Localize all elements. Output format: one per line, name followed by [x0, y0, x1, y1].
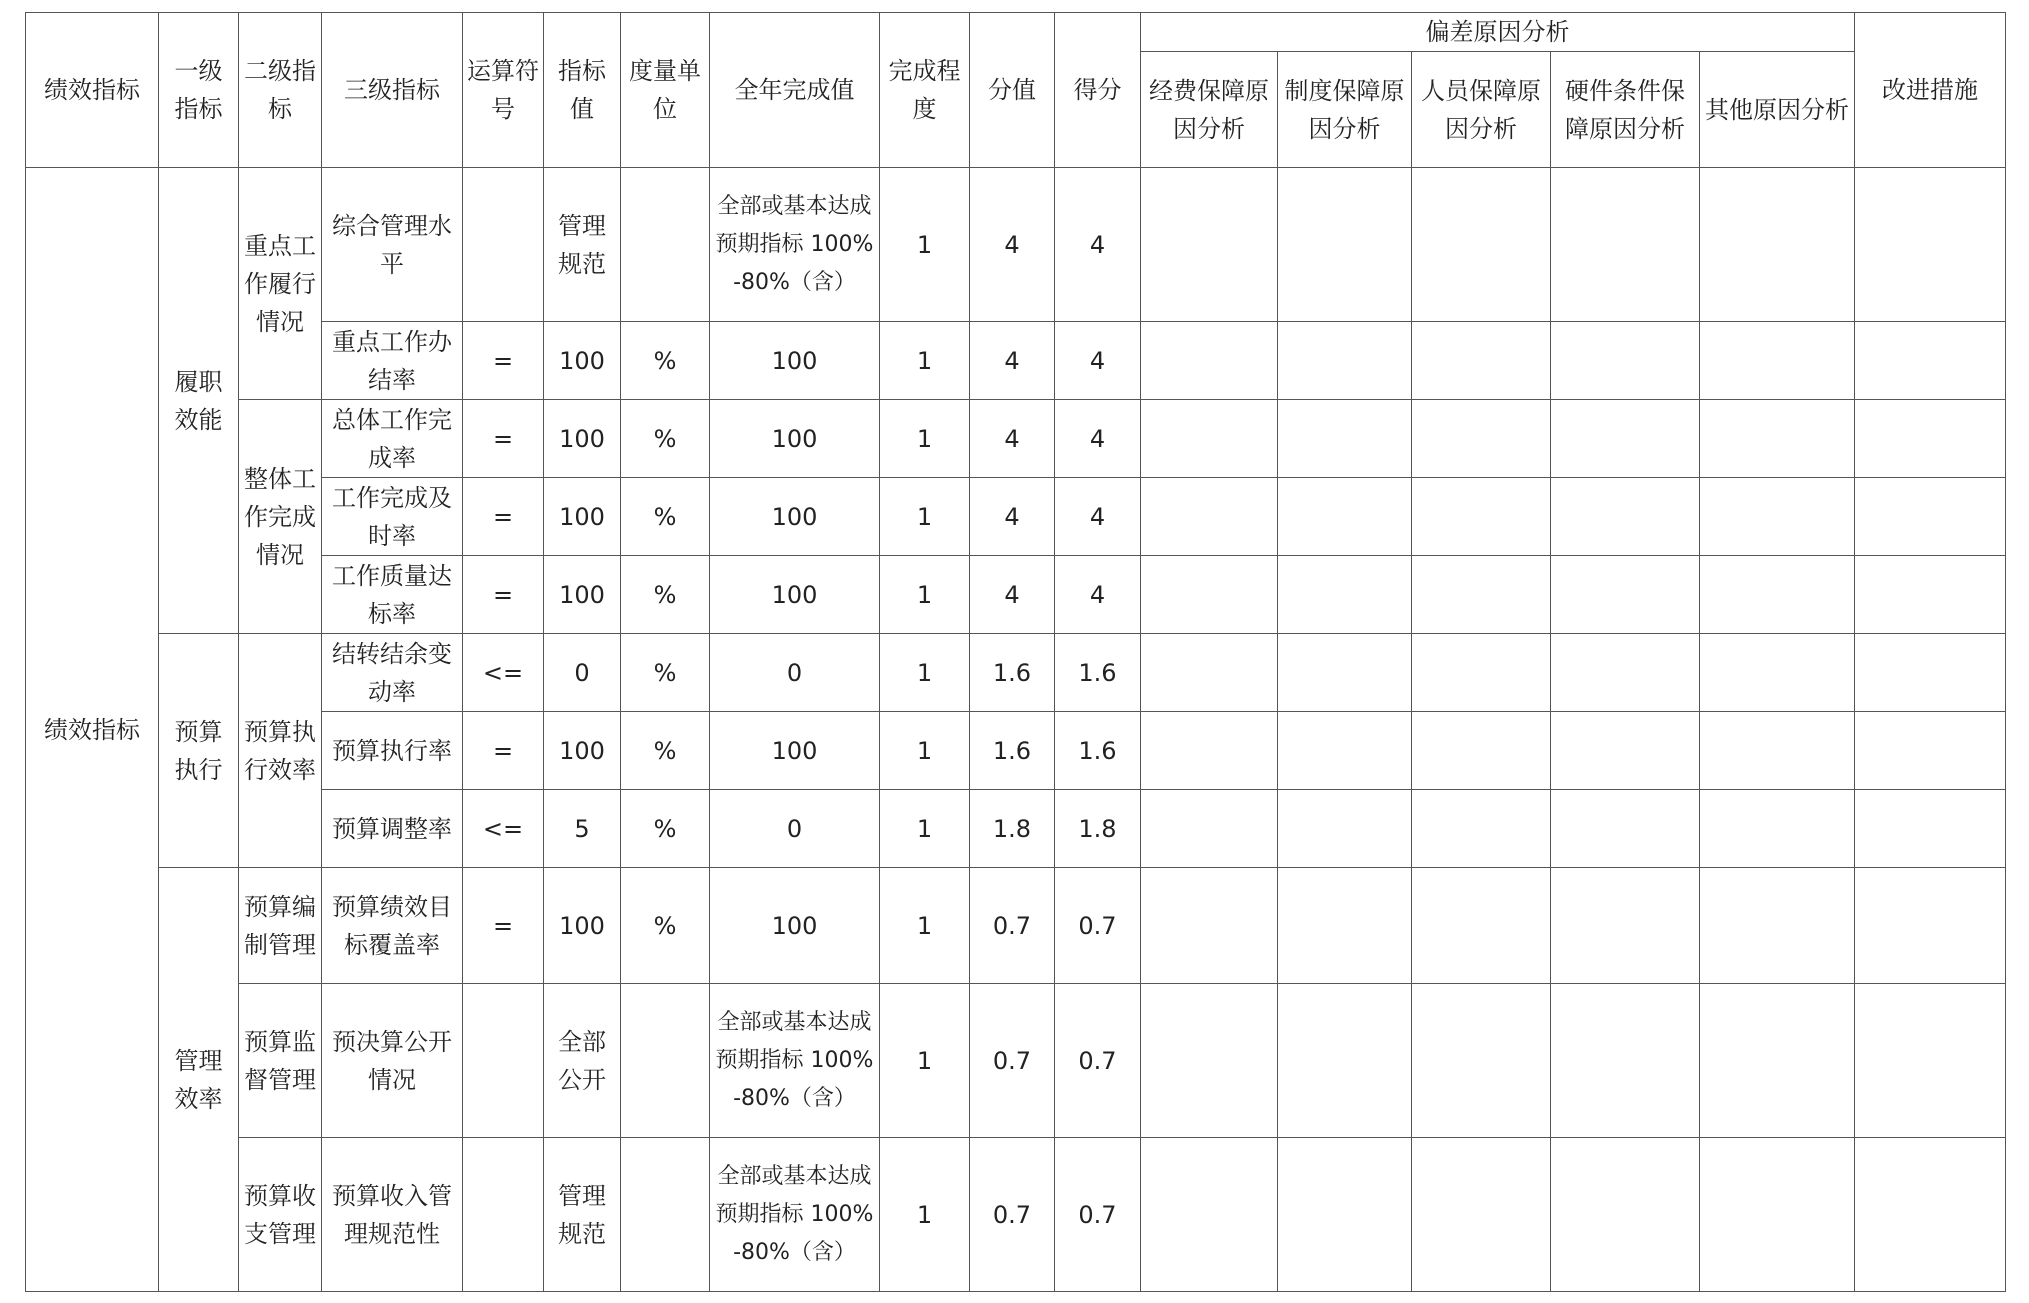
table-row — [26, 634, 2006, 712]
got-cell: 4 — [1055, 322, 1141, 400]
unit-cell: % — [621, 478, 710, 556]
score-cell: 0.7 — [970, 984, 1055, 1138]
empty-cell — [1412, 556, 1551, 634]
unit-cell: % — [621, 790, 710, 868]
table-row — [26, 556, 2006, 634]
empty-cell — [1855, 790, 2006, 868]
op-cell — [463, 984, 544, 1138]
table-row — [26, 322, 2006, 400]
empty-cell — [1412, 168, 1551, 322]
unit-cell: % — [621, 712, 710, 790]
l3-cell: 工作完成及时率 — [322, 478, 463, 556]
empty-cell — [1700, 634, 1855, 712]
empty-cell — [1141, 634, 1278, 712]
target-cell: 全部公开 — [544, 984, 621, 1138]
target-cell: 100 — [544, 400, 621, 478]
score-cell: 4 — [970, 400, 1055, 478]
table-row — [26, 168, 2006, 322]
empty-cell — [1141, 1138, 1278, 1292]
degree-cell: 1 — [880, 400, 970, 478]
l2-cell: 预算执行效率 — [239, 634, 322, 868]
table-row — [26, 400, 2006, 478]
degree-cell: 1 — [880, 556, 970, 634]
empty-cell — [1551, 478, 1700, 556]
empty-cell — [1412, 400, 1551, 478]
empty-cell — [1700, 984, 1855, 1138]
annual-cell: 0 — [710, 634, 880, 712]
header-l3: 三级指标 — [322, 13, 463, 168]
empty-cell — [1141, 400, 1278, 478]
target-cell: 5 — [544, 790, 621, 868]
empty-cell — [1551, 984, 1700, 1138]
header-dev-staff: 人员保障原因分析 — [1412, 52, 1551, 168]
op-cell — [463, 1138, 544, 1292]
empty-cell — [1700, 556, 1855, 634]
empty-cell — [1278, 712, 1412, 790]
empty-cell — [1278, 984, 1412, 1138]
header-improve: 改进措施 — [1855, 13, 2006, 168]
l3-cell: 预算收入管理规范性 — [322, 1138, 463, 1292]
got-cell: 4 — [1055, 478, 1141, 556]
degree-cell: 1 — [880, 478, 970, 556]
l1-cell: 管理效率 — [159, 868, 239, 1292]
l3-cell: 综合管理水平 — [322, 168, 463, 322]
empty-cell — [1700, 400, 1855, 478]
perf-cell: 绩效指标 — [26, 168, 159, 1292]
got-cell: 4 — [1055, 556, 1141, 634]
empty-cell — [1855, 712, 2006, 790]
degree-cell: 1 — [880, 322, 970, 400]
empty-cell — [1700, 1138, 1855, 1292]
header-deviation: 偏差原因分析 — [1141, 13, 1855, 52]
empty-cell — [1412, 984, 1551, 1138]
degree-cell: 1 — [880, 984, 970, 1138]
header-annual: 全年完成值 — [710, 13, 880, 168]
header-perf: 绩效指标 — [26, 13, 159, 168]
empty-cell — [1412, 790, 1551, 868]
score-cell: 1.6 — [970, 712, 1055, 790]
empty-cell — [1855, 400, 2006, 478]
l2-cell: 整体工作完成情况 — [239, 400, 322, 634]
op-cell: <= — [463, 634, 544, 712]
l1-cell: 预算执行 — [159, 634, 239, 868]
target-cell: 100 — [544, 478, 621, 556]
op-cell: = — [463, 322, 544, 400]
empty-cell — [1278, 400, 1412, 478]
l3-cell: 结转结余变动率 — [322, 634, 463, 712]
degree-cell: 1 — [880, 868, 970, 984]
empty-cell — [1551, 634, 1700, 712]
l3-cell: 总体工作完成率 — [322, 400, 463, 478]
empty-cell — [1551, 1138, 1700, 1292]
got-cell: 1.6 — [1055, 712, 1141, 790]
annual-cell: 100 — [710, 478, 880, 556]
empty-cell — [1855, 634, 2006, 712]
header-op: 运算符号 — [463, 13, 544, 168]
score-cell: 4 — [970, 478, 1055, 556]
empty-cell — [1855, 322, 2006, 400]
performance-table — [25, 12, 2006, 1292]
degree-cell: 1 — [880, 168, 970, 322]
target-cell: 100 — [544, 556, 621, 634]
unit-cell: % — [621, 400, 710, 478]
target-cell: 100 — [544, 868, 621, 984]
table-row — [26, 984, 2006, 1138]
empty-cell — [1412, 1138, 1551, 1292]
empty-cell — [1700, 868, 1855, 984]
header-target: 指标值 — [544, 13, 621, 168]
annual-cell: 100 — [710, 712, 880, 790]
op-cell: = — [463, 400, 544, 478]
empty-cell — [1700, 712, 1855, 790]
op-cell: = — [463, 478, 544, 556]
annual-cell: 0 — [710, 790, 880, 868]
empty-cell — [1700, 168, 1855, 322]
empty-cell — [1278, 556, 1412, 634]
empty-cell — [1141, 322, 1278, 400]
empty-cell — [1551, 712, 1700, 790]
empty-cell — [1551, 790, 1700, 868]
empty-cell — [1551, 168, 1700, 322]
op-cell — [463, 168, 544, 322]
l3-cell: 工作质量达标率 — [322, 556, 463, 634]
empty-cell — [1412, 868, 1551, 984]
empty-cell — [1278, 1138, 1412, 1292]
annual-cell: 全部或基本达成预期指标 100%-80%（含） — [710, 168, 880, 322]
target-cell: 0 — [544, 634, 621, 712]
table-row — [26, 712, 2006, 790]
empty-cell — [1855, 868, 2006, 984]
unit-cell: % — [621, 322, 710, 400]
header-got: 得分 — [1055, 13, 1141, 168]
empty-cell — [1141, 790, 1278, 868]
score-cell: 0.7 — [970, 1138, 1055, 1292]
l3-cell: 预决算公开情况 — [322, 984, 463, 1138]
empty-cell — [1700, 790, 1855, 868]
target-cell: 管理规范 — [544, 1138, 621, 1292]
got-cell: 0.7 — [1055, 868, 1141, 984]
got-cell: 1.6 — [1055, 634, 1141, 712]
target-cell: 100 — [544, 712, 621, 790]
empty-cell — [1141, 984, 1278, 1138]
degree-cell: 1 — [880, 790, 970, 868]
empty-cell — [1700, 478, 1855, 556]
header-dev-hardware: 硬件条件保障原因分析 — [1551, 52, 1700, 168]
empty-cell — [1855, 556, 2006, 634]
l2-cell: 预算收支管理 — [239, 1138, 322, 1292]
annual-cell: 100 — [710, 400, 880, 478]
header-score: 分值 — [970, 13, 1055, 168]
unit-cell: % — [621, 634, 710, 712]
empty-cell — [1700, 322, 1855, 400]
op-cell: = — [463, 556, 544, 634]
l2-cell: 预算编制管理 — [239, 868, 322, 984]
got-cell: 0.7 — [1055, 1138, 1141, 1292]
header-l1: 一级指标 — [159, 13, 239, 168]
unit-cell — [621, 168, 710, 322]
header-dev-other: 其他原因分析 — [1700, 52, 1855, 168]
got-cell: 4 — [1055, 400, 1141, 478]
degree-cell: 1 — [880, 712, 970, 790]
degree-cell: 1 — [880, 1138, 970, 1292]
target-cell: 100 — [544, 322, 621, 400]
header-degree: 完成程度 — [880, 13, 970, 168]
l1-cell: 履职效能 — [159, 168, 239, 634]
empty-cell — [1141, 556, 1278, 634]
l2-cell: 重点工作履行情况 — [239, 168, 322, 400]
op-cell: <= — [463, 790, 544, 868]
empty-cell — [1141, 868, 1278, 984]
header-unit: 度量单位 — [621, 13, 710, 168]
unit-cell: % — [621, 556, 710, 634]
op-cell: = — [463, 712, 544, 790]
l3-cell: 预算绩效目标覆盖率 — [322, 868, 463, 984]
empty-cell — [1412, 322, 1551, 400]
score-cell: 1.6 — [970, 634, 1055, 712]
l3-cell: 重点工作办结率 — [322, 322, 463, 400]
annual-cell: 全部或基本达成预期指标 100%-80%（含） — [710, 1138, 880, 1292]
l3-cell: 预算调整率 — [322, 790, 463, 868]
empty-cell — [1412, 478, 1551, 556]
table-row — [26, 790, 2006, 868]
empty-cell — [1278, 790, 1412, 868]
target-cell: 管理规范 — [544, 168, 621, 322]
table-row — [26, 1138, 2006, 1292]
l3-cell: 预算执行率 — [322, 712, 463, 790]
empty-cell — [1141, 168, 1278, 322]
degree-cell: 1 — [880, 634, 970, 712]
header-dev-system: 制度保障原因分析 — [1278, 52, 1412, 168]
empty-cell — [1141, 712, 1278, 790]
table-row — [26, 478, 2006, 556]
empty-cell — [1855, 478, 2006, 556]
empty-cell — [1551, 868, 1700, 984]
score-cell: 0.7 — [970, 868, 1055, 984]
empty-cell — [1278, 478, 1412, 556]
empty-cell — [1412, 712, 1551, 790]
annual-cell: 全部或基本达成预期指标 100%-80%（含） — [710, 984, 880, 1138]
got-cell: 4 — [1055, 168, 1141, 322]
empty-cell — [1278, 868, 1412, 984]
unit-cell: % — [621, 868, 710, 984]
empty-cell — [1855, 984, 2006, 1138]
empty-cell — [1551, 556, 1700, 634]
got-cell: 0.7 — [1055, 984, 1141, 1138]
empty-cell — [1855, 168, 2006, 322]
unit-cell — [621, 984, 710, 1138]
annual-cell: 100 — [710, 556, 880, 634]
got-cell: 1.8 — [1055, 790, 1141, 868]
empty-cell — [1551, 400, 1700, 478]
header-l2: 二级指标 — [239, 13, 322, 168]
annual-cell: 100 — [710, 322, 880, 400]
unit-cell — [621, 1138, 710, 1292]
empty-cell — [1855, 1138, 2006, 1292]
score-cell: 1.8 — [970, 790, 1055, 868]
header-row-1 — [26, 13, 2006, 52]
score-cell: 4 — [970, 322, 1055, 400]
empty-cell — [1278, 634, 1412, 712]
annual-cell: 100 — [710, 868, 880, 984]
table-row — [26, 868, 2006, 984]
score-cell: 4 — [970, 168, 1055, 322]
header-dev-fund: 经费保障原因分析 — [1141, 52, 1278, 168]
empty-cell — [1141, 478, 1278, 556]
empty-cell — [1412, 634, 1551, 712]
empty-cell — [1278, 168, 1412, 322]
l2-cell: 预算监督管理 — [239, 984, 322, 1138]
score-cell: 4 — [970, 556, 1055, 634]
empty-cell — [1551, 322, 1700, 400]
op-cell: = — [463, 868, 544, 984]
empty-cell — [1278, 322, 1412, 400]
